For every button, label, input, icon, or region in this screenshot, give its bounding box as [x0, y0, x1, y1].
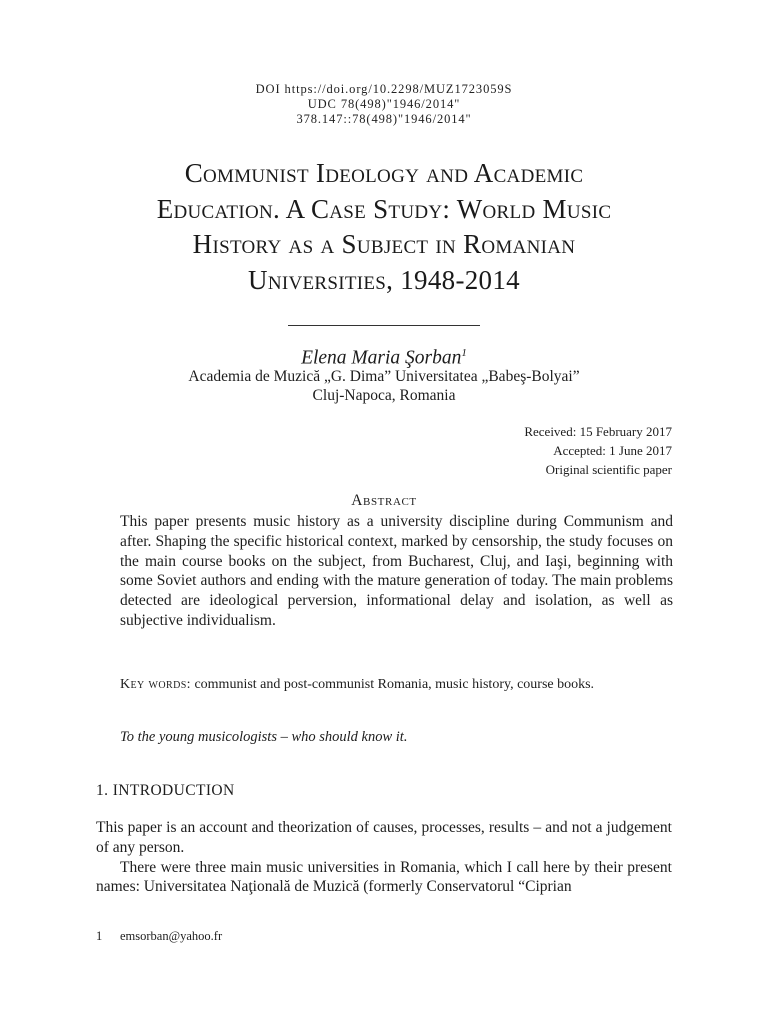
keywords-line — [120, 675, 680, 694]
abstract-text: This paper presents music history as a university discipline during Communism and after. Shaping the specific historical context, marked by censorship, the study focuses on the main course books on the subject, from Bucharest, Cluj, and Iaşi, beginning with some Soviet authors and ending with the mature generation of today. The main problems detected are ideological perversion, informational delay and isolation, as well as subjective individualism. — [120, 513, 673, 629]
section-body — [96, 818, 672, 897]
title-line: Universities, 1948-2014 — [248, 264, 520, 295]
title-divider — [288, 325, 480, 326]
accepted-date: Accepted: 1 June 2017 — [553, 443, 672, 458]
footnote-email[interactable]: emsorban@yahoo.fr — [120, 929, 223, 943]
affiliation-location: Cluj-Napoca, Romania — [312, 387, 456, 404]
paper-type: Original scientific paper — [545, 462, 672, 477]
keywords-text: communist and post-communist Romania, music history, course books. — [194, 677, 595, 692]
author-footnote-mark[interactable]: 1 — [461, 347, 467, 359]
title-line: History as a Subject in Romanian — [192, 229, 576, 259]
title-line: Communist Ideology and Academic — [184, 158, 584, 188]
dedication: To the young musicologists – who should know it. — [120, 729, 408, 745]
abstract-heading: Abstract — [351, 492, 417, 509]
doi-line: DOI https://doi.org/10.2298/MUZ1723059S — [255, 82, 513, 96]
udc-line-1: UDC 78(498)"1946/2014" — [307, 97, 461, 111]
udc-line-2: 378.147::78(498)"1946/2014" — [296, 112, 472, 126]
keywords-label: Key words: — [120, 677, 191, 692]
footnote-number: 1 — [96, 929, 103, 943]
paragraph: There were three main music universities in Romania, which I call here by their present names: Universitatea Naţională de Muzică (formerly Conservatorul “Ciprian — [96, 858, 672, 896]
received-date: Received: 15 February 2017 — [524, 424, 672, 439]
paragraph: This paper is an account and theorization of causes, processes, results – and not a judgement of any person. — [96, 819, 672, 856]
section-heading: 1. INTRODUCTION — [96, 782, 235, 799]
title-line: Education. A Case Study: World Music — [156, 193, 612, 224]
affiliation-institution: Academia de Muzică „G. Dima” Universitatea „Babeş-Bolyai” — [188, 368, 580, 385]
footnote — [96, 928, 222, 944]
author-name: Elena Maria Şorban — [301, 347, 462, 369]
paper-title — [84, 156, 684, 298]
